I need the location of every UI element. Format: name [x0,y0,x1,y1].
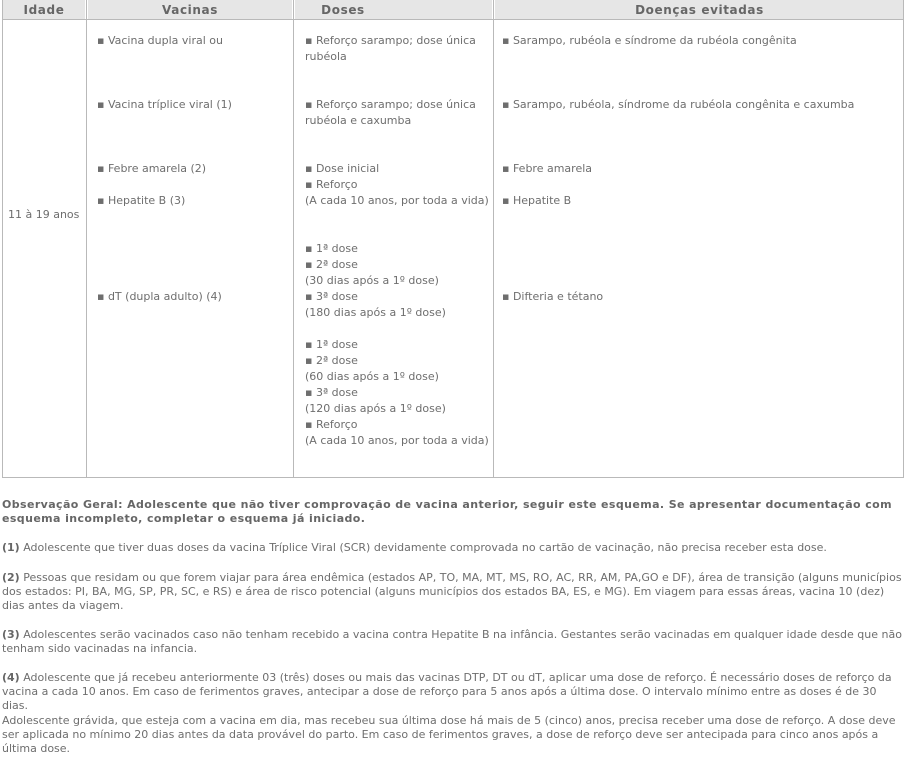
footnote-1 [2,541,904,555]
dose-line: (A cada 10 anos, por toda a vida) [305,194,489,207]
dose-line: ▪ Reforço sarampo; dose única [305,34,476,47]
disease-line: ▪ Sarampo, rubéola, síndrome da rubéola congênita e caxumba [502,98,855,111]
dose-line: ▪ 3ª dose [305,290,358,303]
vaccine-dupla-viral: ▪ Vacina dupla viral ou [97,34,223,47]
header-idade: Idade [23,3,65,17]
vaccine-hepatite-b: ▪ Hepatite B (3) [97,194,186,207]
header-bottom-line [2,19,904,20]
dose-line: ▪ Reforço [305,418,358,431]
header-doses: Doses [321,3,365,17]
column-line [293,0,294,478]
dose-line: ▪ Dose inicial [305,162,380,175]
footnote-label: (4) [2,671,20,684]
column-line [86,0,87,478]
pregnant-note: Adolescente grávida, que esteja com a vacina em dia, mas recebeu sua última dose há mais de 5 (cinco) anos, precisa receber uma dose de reforço. A dose deve ser aplicada no mínimo 20 dias antes da data provável do parto. Em caso de ferimentos graves, a dose de reforço deve ser antecipada para cinco anos após a última dose. [2,714,896,755]
dose-line: ▪ Reforço [305,178,358,191]
column-line [2,0,3,478]
dose-line: ▪ 1ª dose [305,242,358,255]
vaccine-triplice-viral: ▪ Vacina tríplice viral (1) [97,98,232,111]
footnote-text: Pessoas que residam ou que forem viajar para área endêmica (estados AP, TO, MA, MT, MS, RO, AC, RR, AM, PA,GO e DF), área de transição (alguns municípios dos estados: PI, BA, MG, SP, PR, SC, e RS) e área de risco potencial (alguns municípios dos estados BA, ES, e MG). Em viagem para essas áreas, vacina 10 (dez) dias antes da viagem. [2,571,902,612]
dose-line: (180 dias após a 1º dose) [305,306,446,319]
dose-line: ▪ 1ª dose [305,338,358,351]
disease-line: ▪ Difteria e tétano [502,290,604,303]
dose-line: (A cada 10 anos, por toda a vida) [305,434,489,447]
footnote-3 [2,628,904,656]
dose-line: ▪ 2ª dose [305,354,358,367]
header-vacinas: Vacinas [162,3,218,17]
footnote-text: Adolescente que já recebeu anteriormente 03 (três) doses ou mais das vacinas DTP, DT ou dT, aplicar uma dose de reforço. É necessário doses de reforço da vacina a cada 10 anos. Em caso de ferimentos graves, antecipar a dose de reforço para 5 anos após a última dose. O intervalo mínimo entre as doses é de 30 dias. [2,671,892,712]
column-line [903,0,904,478]
disease-line: ▪ Sarampo, rubéola e síndrome da rubéola congênita [502,34,797,47]
vaccine-febre-amarela: ▪ Febre amarela (2) [97,162,207,175]
footnote-4 [2,671,904,713]
vaccine-dt: ▪ dT (dupla adulto) (4) [97,290,222,303]
disease-line: ▪ Febre amarela [502,162,593,175]
dose-line: rubéola [305,50,347,63]
disease-line: ▪ Hepatite B [502,194,572,207]
footnote-text: Adolescentes serão vacinados caso não tenham recebido a vacina contra Hepatite B na infância. Gestantes serão vacinadas em qualquer idade desde que não tenham sido vacinadas na infancia. [2,628,902,655]
column-line [493,0,494,478]
table-bottom-line [2,477,904,478]
footnote-label: (2) [2,571,20,584]
dose-line: (120 dias após a 1º dose) [305,402,446,415]
dose-line: ▪ 2ª dose [305,258,358,271]
dose-line: ▪ Reforço sarampo; dose única [305,98,476,111]
dose-line: ▪ 3ª dose [305,386,358,399]
footnote-text: Adolescente que tiver duas doses da vacina Tríplice Viral (SCR) devidamente comprovada no cartão de vacinação, não precisa receber esta dose. [19,541,827,554]
dose-line: (60 dias após a 1º dose) [305,370,439,383]
dose-line: rubéola e caxumba [305,114,412,127]
footnote-2 [2,571,904,613]
dose-line: (30 dias após a 1º dose) [305,274,439,287]
footnote-label: (3) [2,628,20,641]
footnote-label: (1) [2,541,20,554]
header-doencas: Doenças evitadas [635,3,764,17]
general-note: Observação Geral: Adolescente que não tiver comprovação de vacina anterior, seguir este esquema. Se apresentar documentação com esquema incompleto, completar o esquema já iniciado. [2,498,892,525]
age-range: 11 à 19 anos [8,208,80,221]
